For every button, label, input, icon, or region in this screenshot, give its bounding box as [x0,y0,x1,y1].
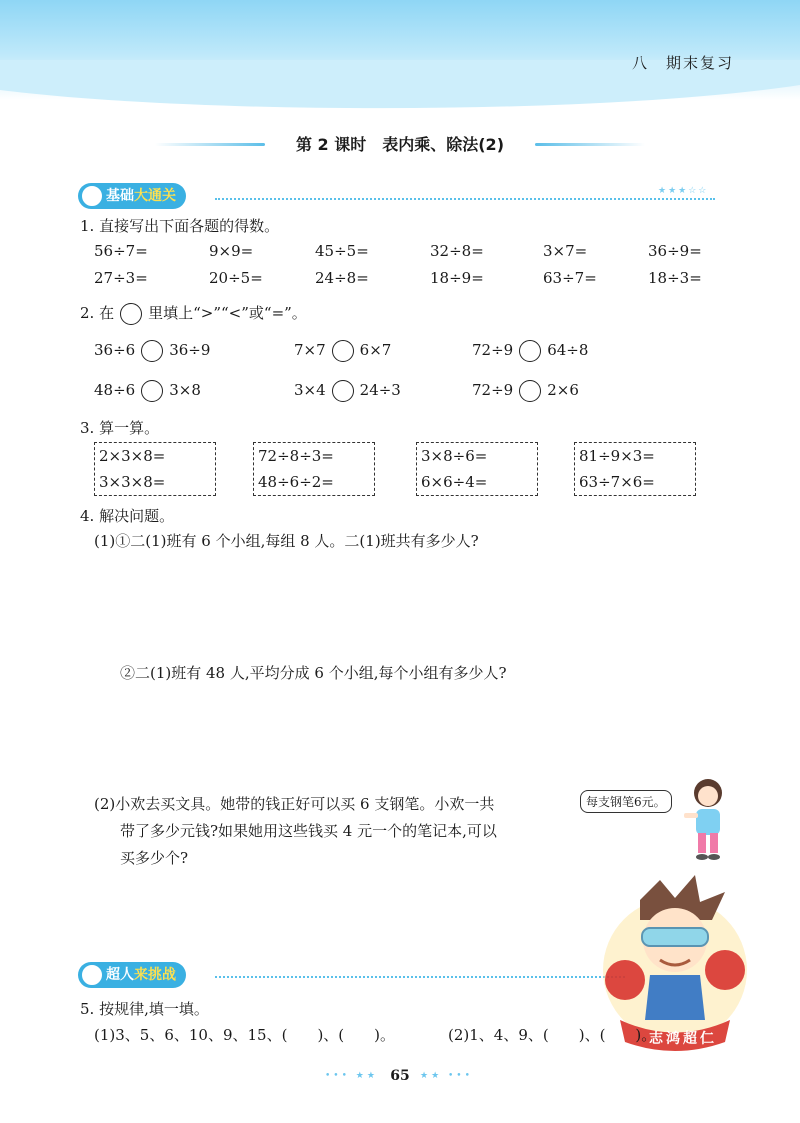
q1-item: 27÷3= [94,269,148,287]
calc-line: 6×6÷4= [421,473,488,491]
q2-item: 7×7 6×7 [294,340,391,362]
q5-part1: (1)3、5、6、10、9、15、( )、( )。 [94,1026,396,1044]
q4-part2-line3: 买多少个? [120,849,189,867]
q1-item: 3×7= [543,242,588,260]
footer-stars-right-icon: ★★ ••• [420,1071,473,1081]
section-label-b: 大通关 [134,188,176,204]
compare-circle-icon [120,303,142,325]
q2-item: 36÷6 36÷9 [94,340,210,362]
answer-circle[interactable] [519,340,541,362]
q2-item: 72÷9 64÷8 [472,340,588,362]
q1-item: 32÷8= [430,242,484,260]
section-badge-challenge [78,962,186,988]
q5-part2: (2)1、4、9、( )、( )。 [448,1026,657,1044]
q1-item: 63÷7= [543,269,597,287]
q1-item: 56÷7= [94,242,148,260]
calc-line: 3×3×8= [99,473,166,491]
q4-part1a: (1)①二(1)班有 6 个小组,每组 8 人。二(1)班共有多少人? [94,532,479,550]
q1-item: 18÷3= [648,269,702,287]
calc-line: 81÷9×3= [579,447,655,465]
calc-line: 72÷8÷3= [258,447,334,465]
q4-part2-line1: (2)小欢去买文具。她带的钱正好可以买 6 支钢笔。小欢一共 [94,795,495,813]
q2-item: 48÷6 3×8 [94,380,201,402]
stars-icon: ★★★☆☆ [658,186,709,196]
answer-circle[interactable] [519,380,541,402]
q2-title [80,302,307,325]
footer-stars-left-icon: ••• ★★ [325,1071,378,1081]
q4-part1b: ②二(1)班有 48 人,平均分成 6 个小组,每个小组有多少人? [120,664,507,682]
calc-line: 2×3×8= [99,447,166,465]
answer-circle[interactable] [141,340,163,362]
lesson-title: 第 2 课时 表内乘、除法(2) [295,135,505,154]
answer-circle[interactable] [141,380,163,402]
section-label-a: 基础 [106,188,134,204]
rocket-badge-icon [80,963,104,987]
q2-item: 72÷9 2×6 [472,380,579,402]
q5-title: 5. 按规律,填一填。 [80,1000,209,1018]
answer-circle[interactable] [332,340,354,362]
calc-box [574,442,696,496]
section-badge-basic [78,183,186,209]
q2-item: 3×4 24÷3 [294,380,401,402]
speech-bubble: 每支钢笔6元。 [580,790,672,813]
section-label-a: 超人 [106,967,134,983]
calc-line: 48÷6÷2= [258,473,334,491]
answer-circle[interactable] [332,380,354,402]
calc-line: 63÷7×6= [579,473,655,491]
chapter-title: 八 期末复习 [631,54,734,72]
q1-item: 18÷9= [430,269,484,287]
calc-line: 3×8÷6= [421,447,488,465]
q1-item: 20÷5= [209,269,263,287]
section-label-b: 来挑战 [134,967,176,983]
q3-title: 3. 算一算。 [80,419,160,437]
section-dotted-line [215,976,625,978]
q1-item: 24÷8= [315,269,369,287]
q1-item: 36÷9= [648,242,702,260]
q4-part2-line2: 带了多少元钱?如果她用这些钱买 4 元一个的笔记本,可以 [120,822,497,840]
mascot-label: 志鸿超仁 [649,1031,717,1047]
q4-title: 4. 解决问题。 [80,507,175,525]
calc-box [253,442,375,496]
calc-box [416,442,538,496]
girl-illustration [676,775,736,865]
calc-box [94,442,216,496]
section-dotted-line [215,198,715,200]
q1-item: 9×9= [209,242,254,260]
q2-title-pre: 2. 在 [80,304,115,322]
page-number: 65 [390,1068,410,1084]
q2-title-post: 里填上“>”“<”或“=”。 [148,304,307,322]
q1-item: 45÷5= [315,242,369,260]
title-line-right [535,143,645,146]
q1-title: 1. 直接写出下面各题的得数。 [80,217,280,235]
star-badge-icon [80,184,104,208]
